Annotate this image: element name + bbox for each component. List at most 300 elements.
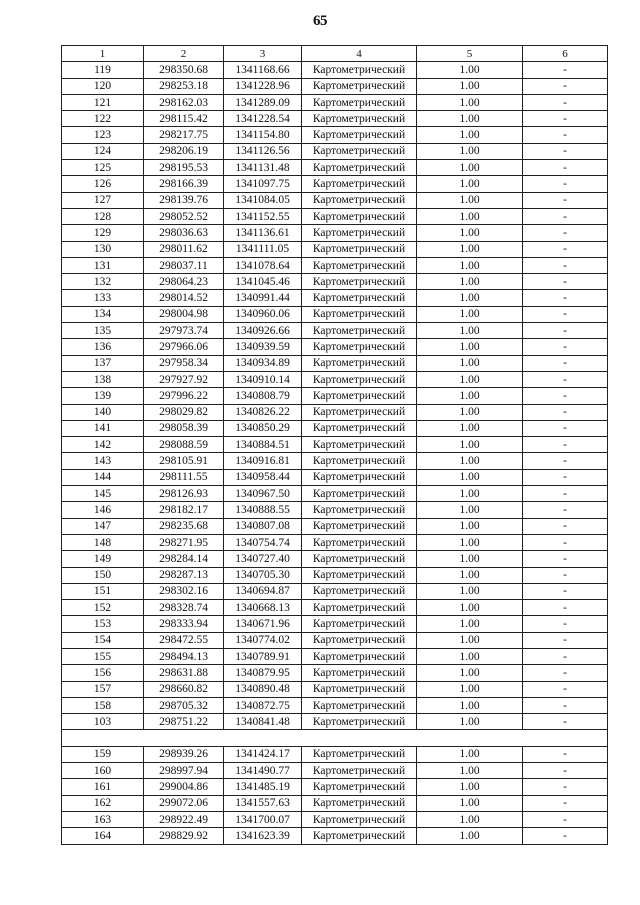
point-number-cell: 155	[62, 648, 144, 664]
point-number-cell: 135	[62, 323, 144, 339]
y-coordinate-cell: 1340705.30	[224, 567, 302, 583]
y-coordinate-cell: 1340774.02	[224, 632, 302, 648]
y-coordinate-cell: 1340727.40	[224, 551, 302, 567]
y-coordinate-cell: 1341084.05	[224, 192, 302, 208]
column-header: 2	[144, 46, 224, 62]
method-cell: Картометрический	[302, 746, 417, 762]
point-number-cell: 159	[62, 746, 144, 762]
x-coordinate-cell: 298206.19	[144, 143, 224, 159]
x-coordinate-cell: 298253.18	[144, 78, 224, 94]
x-coordinate-cell: 298472.55	[144, 632, 224, 648]
table-row	[62, 632, 608, 648]
point-number-cell: 162	[62, 795, 144, 811]
point-number-cell: 134	[62, 306, 144, 322]
method-cell: Картометрический	[302, 779, 417, 795]
method-cell: Картометрический	[302, 453, 417, 469]
accuracy-cell: 1.00	[417, 681, 523, 697]
method-cell: Картометрический	[302, 632, 417, 648]
method-cell: Картометрический	[302, 176, 417, 192]
method-cell: Картометрический	[302, 486, 417, 502]
table-row	[62, 94, 608, 110]
y-coordinate-cell: 1340991.44	[224, 290, 302, 306]
note-cell: -	[523, 339, 608, 355]
x-coordinate-cell: 298052.52	[144, 208, 224, 224]
note-cell: -	[523, 665, 608, 681]
table-row	[62, 502, 608, 518]
column-header: 3	[224, 46, 302, 62]
point-number-cell: 149	[62, 551, 144, 567]
y-coordinate-cell: 1341045.46	[224, 274, 302, 290]
method-cell: Картометрический	[302, 371, 417, 387]
note-cell: -	[523, 257, 608, 273]
note-cell: -	[523, 632, 608, 648]
table-row	[62, 828, 608, 844]
point-number-cell: 158	[62, 697, 144, 713]
y-coordinate-cell: 1341152.55	[224, 208, 302, 224]
table-row	[62, 648, 608, 664]
y-coordinate-cell: 1341111.05	[224, 241, 302, 257]
method-cell: Картометрический	[302, 681, 417, 697]
accuracy-cell: 1.00	[417, 208, 523, 224]
method-cell: Картометрический	[302, 420, 417, 436]
y-coordinate-cell: 1341228.54	[224, 111, 302, 127]
accuracy-cell: 1.00	[417, 534, 523, 550]
table-row	[62, 225, 608, 241]
accuracy-cell: 1.00	[417, 600, 523, 616]
accuracy-cell: 1.00	[417, 62, 523, 78]
point-number-cell: 129	[62, 225, 144, 241]
accuracy-cell: 1.00	[417, 404, 523, 420]
y-coordinate-cell: 1340890.48	[224, 681, 302, 697]
x-coordinate-cell: 298011.62	[144, 241, 224, 257]
y-coordinate-cell: 1341289.09	[224, 94, 302, 110]
point-number-cell: 157	[62, 681, 144, 697]
note-cell: -	[523, 143, 608, 159]
accuracy-cell: 1.00	[417, 371, 523, 387]
x-coordinate-cell: 299004.86	[144, 779, 224, 795]
x-coordinate-cell: 298333.94	[144, 616, 224, 632]
method-cell: Картометрический	[302, 111, 417, 127]
note-cell: -	[523, 811, 608, 827]
x-coordinate-cell: 298182.17	[144, 502, 224, 518]
point-number-cell: 126	[62, 176, 144, 192]
table-row	[62, 127, 608, 143]
table-row	[62, 257, 608, 273]
x-coordinate-cell: 298328.74	[144, 600, 224, 616]
x-coordinate-cell: 298115.42	[144, 111, 224, 127]
x-coordinate-cell: 298350.68	[144, 62, 224, 78]
note-cell: -	[523, 225, 608, 241]
x-coordinate-cell: 298014.52	[144, 290, 224, 306]
accuracy-cell: 1.00	[417, 518, 523, 534]
note-cell: -	[523, 323, 608, 339]
x-coordinate-cell: 298195.53	[144, 160, 224, 176]
table-row	[62, 78, 608, 94]
note-cell: -	[523, 648, 608, 664]
note-cell: -	[523, 469, 608, 485]
accuracy-cell: 1.00	[417, 567, 523, 583]
method-cell: Картометрический	[302, 78, 417, 94]
accuracy-cell: 1.00	[417, 290, 523, 306]
note-cell: -	[523, 192, 608, 208]
table-header-row	[62, 46, 608, 62]
note-cell: -	[523, 290, 608, 306]
y-coordinate-cell: 1340879.95	[224, 665, 302, 681]
method-cell: Картометрический	[302, 795, 417, 811]
x-coordinate-cell: 298029.82	[144, 404, 224, 420]
table-row	[62, 469, 608, 485]
note-cell: -	[523, 551, 608, 567]
accuracy-cell: 1.00	[417, 78, 523, 94]
accuracy-cell: 1.00	[417, 811, 523, 827]
method-cell: Картометрический	[302, 339, 417, 355]
method-cell: Картометрический	[302, 437, 417, 453]
accuracy-cell: 1.00	[417, 241, 523, 257]
y-coordinate-cell: 1341228.96	[224, 78, 302, 94]
point-number-cell: 160	[62, 763, 144, 779]
x-coordinate-cell: 298751.22	[144, 714, 224, 730]
table-row	[62, 339, 608, 355]
accuracy-cell: 1.00	[417, 274, 523, 290]
x-coordinate-cell: 298997.94	[144, 763, 224, 779]
x-coordinate-cell: 297973.74	[144, 323, 224, 339]
point-number-cell: 122	[62, 111, 144, 127]
note-cell: -	[523, 714, 608, 730]
point-number-cell: 143	[62, 453, 144, 469]
accuracy-cell: 1.00	[417, 665, 523, 681]
x-coordinate-cell: 299072.06	[144, 795, 224, 811]
x-coordinate-cell: 298217.75	[144, 127, 224, 143]
accuracy-cell: 1.00	[417, 632, 523, 648]
column-header: 4	[302, 46, 417, 62]
point-number-cell: 146	[62, 502, 144, 518]
x-coordinate-cell: 298287.13	[144, 567, 224, 583]
table-row	[62, 551, 608, 567]
accuracy-cell: 1.00	[417, 111, 523, 127]
y-coordinate-cell: 1340841.48	[224, 714, 302, 730]
note-cell: -	[523, 828, 608, 844]
x-coordinate-cell: 298139.76	[144, 192, 224, 208]
note-cell: -	[523, 78, 608, 94]
y-coordinate-cell: 1340850.29	[224, 420, 302, 436]
x-coordinate-cell: 298922.49	[144, 811, 224, 827]
x-coordinate-cell: 298088.59	[144, 437, 224, 453]
y-coordinate-cell: 1340910.14	[224, 371, 302, 387]
y-coordinate-cell: 1340807.08	[224, 518, 302, 534]
x-coordinate-cell: 297958.34	[144, 355, 224, 371]
x-coordinate-cell: 298105.91	[144, 453, 224, 469]
accuracy-cell: 1.00	[417, 127, 523, 143]
note-cell: -	[523, 404, 608, 420]
point-number-cell: 148	[62, 534, 144, 550]
note-cell: -	[523, 502, 608, 518]
accuracy-cell: 1.00	[417, 714, 523, 730]
point-number-cell: 130	[62, 241, 144, 257]
point-number-cell: 119	[62, 62, 144, 78]
y-coordinate-cell: 1341424.17	[224, 746, 302, 762]
accuracy-cell: 1.00	[417, 94, 523, 110]
method-cell: Картометрический	[302, 94, 417, 110]
accuracy-cell: 1.00	[417, 388, 523, 404]
point-number-cell: 153	[62, 616, 144, 632]
x-coordinate-cell: 298037.11	[144, 257, 224, 273]
note-cell: -	[523, 388, 608, 404]
table-row	[62, 323, 608, 339]
y-coordinate-cell: 1340671.96	[224, 616, 302, 632]
method-cell: Картометрический	[302, 714, 417, 730]
x-coordinate-cell: 298004.98	[144, 306, 224, 322]
method-cell: Картометрический	[302, 274, 417, 290]
point-number-cell: 163	[62, 811, 144, 827]
table-row	[62, 616, 608, 632]
method-cell: Картометрический	[302, 160, 417, 176]
point-number-cell: 138	[62, 371, 144, 387]
x-coordinate-cell: 298235.68	[144, 518, 224, 534]
y-coordinate-cell: 1340754.74	[224, 534, 302, 550]
accuracy-cell: 1.00	[417, 697, 523, 713]
accuracy-cell: 1.00	[417, 648, 523, 664]
x-coordinate-cell: 298058.39	[144, 420, 224, 436]
point-number-cell: 123	[62, 127, 144, 143]
x-coordinate-cell: 297966.06	[144, 339, 224, 355]
y-coordinate-cell: 1340934.89	[224, 355, 302, 371]
x-coordinate-cell: 298064.23	[144, 274, 224, 290]
table-row	[62, 420, 608, 436]
x-coordinate-cell: 298829.92	[144, 828, 224, 844]
column-header: 5	[417, 46, 523, 62]
note-cell: -	[523, 437, 608, 453]
accuracy-cell: 1.00	[417, 763, 523, 779]
x-coordinate-cell: 298284.14	[144, 551, 224, 567]
accuracy-cell: 1.00	[417, 339, 523, 355]
x-coordinate-cell: 298126.93	[144, 486, 224, 502]
accuracy-cell: 1.00	[417, 257, 523, 273]
note-cell: -	[523, 306, 608, 322]
x-coordinate-cell: 298631.88	[144, 665, 224, 681]
y-coordinate-cell: 1341126.56	[224, 143, 302, 159]
y-coordinate-cell: 1340789.91	[224, 648, 302, 664]
x-coordinate-cell: 298111.55	[144, 469, 224, 485]
x-coordinate-cell: 298302.16	[144, 583, 224, 599]
separator-cell	[62, 730, 608, 746]
point-number-cell: 131	[62, 257, 144, 273]
y-coordinate-cell: 1340926.66	[224, 323, 302, 339]
table-row	[62, 697, 608, 713]
table-row	[62, 62, 608, 78]
x-coordinate-cell: 298494.13	[144, 648, 224, 664]
y-coordinate-cell: 1341168.66	[224, 62, 302, 78]
y-coordinate-cell: 1341485.19	[224, 779, 302, 795]
accuracy-cell: 1.00	[417, 486, 523, 502]
y-coordinate-cell: 1340960.06	[224, 306, 302, 322]
method-cell: Картометрический	[302, 290, 417, 306]
y-coordinate-cell: 1340888.55	[224, 502, 302, 518]
y-coordinate-cell: 1340884.51	[224, 437, 302, 453]
y-coordinate-cell: 1341623.39	[224, 828, 302, 844]
point-number-cell: 133	[62, 290, 144, 306]
accuracy-cell: 1.00	[417, 746, 523, 762]
accuracy-cell: 1.00	[417, 176, 523, 192]
y-coordinate-cell: 1340916.81	[224, 453, 302, 469]
method-cell: Картометрический	[302, 469, 417, 485]
note-cell: -	[523, 62, 608, 78]
method-cell: Картометрический	[302, 665, 417, 681]
table-row	[62, 534, 608, 550]
x-coordinate-cell: 298162.03	[144, 94, 224, 110]
note-cell: -	[523, 567, 608, 583]
point-number-cell: 150	[62, 567, 144, 583]
table-row	[62, 143, 608, 159]
note-cell: -	[523, 241, 608, 257]
note-cell: -	[523, 176, 608, 192]
accuracy-cell: 1.00	[417, 502, 523, 518]
y-coordinate-cell: 1340939.59	[224, 339, 302, 355]
note-cell: -	[523, 160, 608, 176]
table-row	[62, 811, 608, 827]
accuracy-cell: 1.00	[417, 323, 523, 339]
table-row	[62, 208, 608, 224]
method-cell: Картометрический	[302, 763, 417, 779]
accuracy-cell: 1.00	[417, 795, 523, 811]
y-coordinate-cell: 1341136.61	[224, 225, 302, 241]
accuracy-cell: 1.00	[417, 306, 523, 322]
note-cell: -	[523, 583, 608, 599]
method-cell: Картометрический	[302, 192, 417, 208]
point-number-cell: 139	[62, 388, 144, 404]
table-row	[62, 274, 608, 290]
y-coordinate-cell: 1340958.44	[224, 469, 302, 485]
y-coordinate-cell: 1340967.50	[224, 486, 302, 502]
table-row	[62, 176, 608, 192]
point-number-cell: 152	[62, 600, 144, 616]
table-row	[62, 371, 608, 387]
method-cell: Картометрический	[302, 355, 417, 371]
point-number-cell: 132	[62, 274, 144, 290]
point-number-cell: 156	[62, 665, 144, 681]
method-cell: Картометрический	[302, 502, 417, 518]
method-cell: Картометрический	[302, 551, 417, 567]
point-number-cell: 164	[62, 828, 144, 844]
note-cell: -	[523, 600, 608, 616]
table-row	[62, 518, 608, 534]
accuracy-cell: 1.00	[417, 828, 523, 844]
table-row	[62, 404, 608, 420]
coordinates-table	[61, 45, 608, 845]
note-cell: -	[523, 763, 608, 779]
accuracy-cell: 1.00	[417, 160, 523, 176]
point-number-cell: 154	[62, 632, 144, 648]
x-coordinate-cell: 298166.39	[144, 176, 224, 192]
method-cell: Картометрический	[302, 127, 417, 143]
method-cell: Картометрический	[302, 208, 417, 224]
table-row	[62, 192, 608, 208]
table-row	[62, 111, 608, 127]
x-coordinate-cell: 298036.63	[144, 225, 224, 241]
column-header: 6	[523, 46, 608, 62]
y-coordinate-cell: 1341154.80	[224, 127, 302, 143]
note-cell: -	[523, 453, 608, 469]
point-number-cell: 140	[62, 404, 144, 420]
accuracy-cell: 1.00	[417, 225, 523, 241]
point-number-cell: 141	[62, 420, 144, 436]
method-cell: Картометрический	[302, 648, 417, 664]
note-cell: -	[523, 486, 608, 502]
method-cell: Картометрический	[302, 616, 417, 632]
point-number-cell: 151	[62, 583, 144, 599]
y-coordinate-cell: 1340872.75	[224, 697, 302, 713]
method-cell: Картометрический	[302, 600, 417, 616]
method-cell: Картометрический	[302, 257, 417, 273]
table-row	[62, 453, 608, 469]
note-cell: -	[523, 534, 608, 550]
column-header: 1	[62, 46, 144, 62]
y-coordinate-cell: 1340668.13	[224, 600, 302, 616]
method-cell: Картометрический	[302, 143, 417, 159]
method-cell: Картометрический	[302, 225, 417, 241]
note-cell: -	[523, 111, 608, 127]
note-cell: -	[523, 518, 608, 534]
table-row	[62, 241, 608, 257]
note-cell: -	[523, 420, 608, 436]
table-row	[62, 355, 608, 371]
point-number-cell: 145	[62, 486, 144, 502]
table-row	[62, 290, 608, 306]
table-row	[62, 763, 608, 779]
y-coordinate-cell: 1341700.07	[224, 811, 302, 827]
method-cell: Картометрический	[302, 811, 417, 827]
table-row	[62, 388, 608, 404]
table-row	[62, 486, 608, 502]
point-number-cell: 124	[62, 143, 144, 159]
accuracy-cell: 1.00	[417, 437, 523, 453]
point-number-cell: 161	[62, 779, 144, 795]
method-cell: Картометрический	[302, 404, 417, 420]
x-coordinate-cell: 297927.92	[144, 371, 224, 387]
method-cell: Картометрический	[302, 828, 417, 844]
accuracy-cell: 1.00	[417, 551, 523, 567]
accuracy-cell: 1.00	[417, 453, 523, 469]
accuracy-cell: 1.00	[417, 143, 523, 159]
y-coordinate-cell: 1341490.77	[224, 763, 302, 779]
accuracy-cell: 1.00	[417, 469, 523, 485]
point-number-cell: 103	[62, 714, 144, 730]
y-coordinate-cell: 1341131.48	[224, 160, 302, 176]
note-cell: -	[523, 795, 608, 811]
table-row	[62, 437, 608, 453]
note-cell: -	[523, 127, 608, 143]
accuracy-cell: 1.00	[417, 616, 523, 632]
method-cell: Картометрический	[302, 697, 417, 713]
accuracy-cell: 1.00	[417, 583, 523, 599]
accuracy-cell: 1.00	[417, 355, 523, 371]
y-coordinate-cell: 1341097.75	[224, 176, 302, 192]
table-row	[62, 665, 608, 681]
table-row	[62, 583, 608, 599]
point-number-cell: 121	[62, 94, 144, 110]
method-cell: Картометрический	[302, 241, 417, 257]
note-cell: -	[523, 355, 608, 371]
point-number-cell: 144	[62, 469, 144, 485]
y-coordinate-cell: 1341557.63	[224, 795, 302, 811]
point-number-cell: 142	[62, 437, 144, 453]
accuracy-cell: 1.00	[417, 779, 523, 795]
table-row	[62, 567, 608, 583]
table-row	[62, 779, 608, 795]
table-row	[62, 306, 608, 322]
note-cell: -	[523, 616, 608, 632]
table-row	[62, 160, 608, 176]
method-cell: Картометрический	[302, 583, 417, 599]
